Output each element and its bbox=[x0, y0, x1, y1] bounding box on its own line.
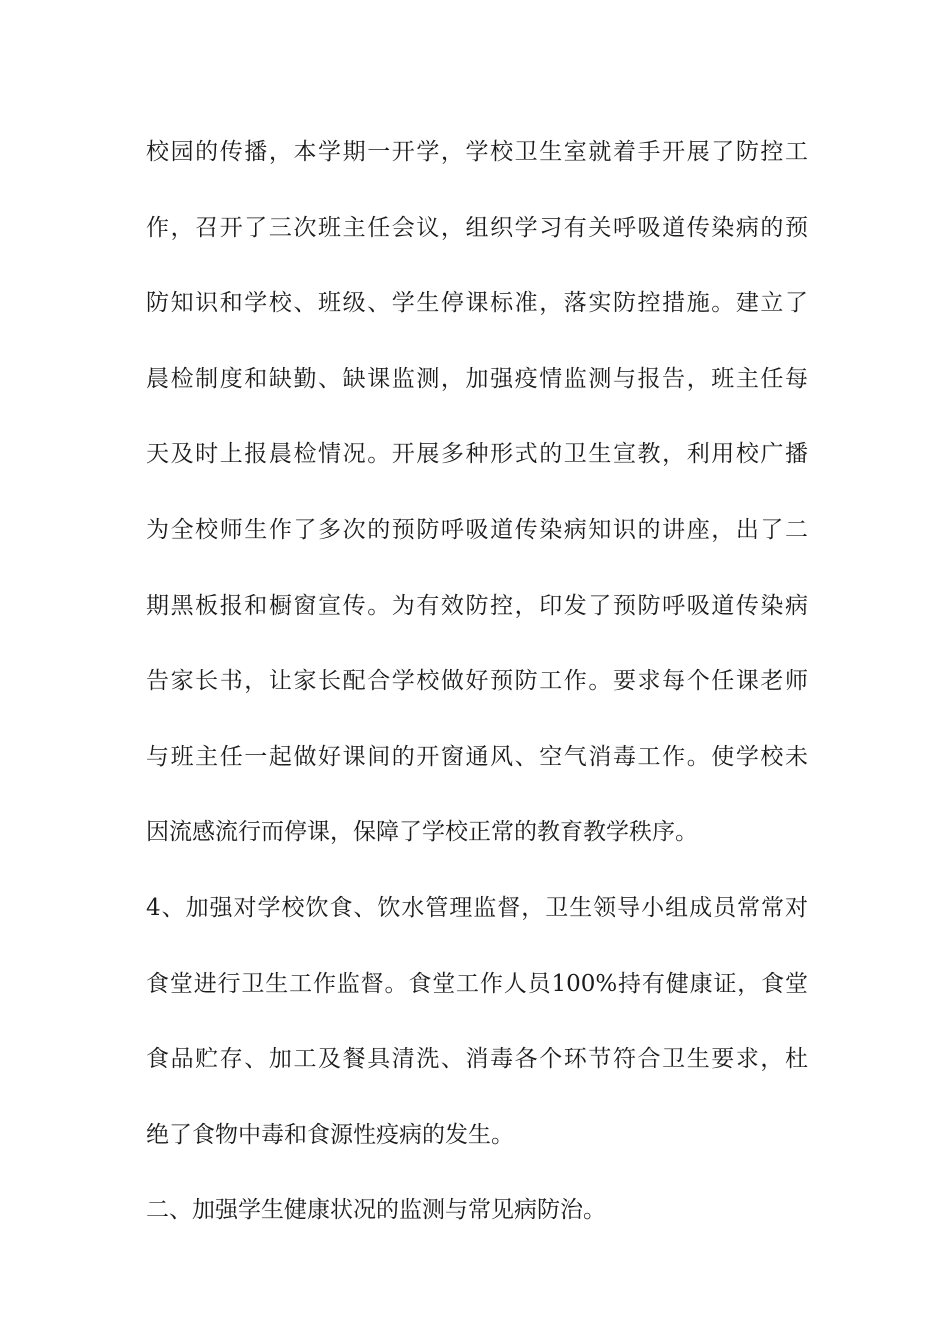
text-line: 防知识和学校、班级、学生停课标准，落实防控措施。建立了 bbox=[146, 290, 808, 317]
section-heading: 二、加强学生健康状况的监测与常见病防治。 bbox=[146, 1197, 606, 1224]
text-line: 为全校师生作了多次的预防呼吸道传染病知识的讲座，出了二 bbox=[146, 516, 808, 543]
text-line: 绝了食物中毒和食源性疫病的发生。 bbox=[146, 1121, 514, 1148]
text-line: 4、加强对学校饮食、饮水管理监督，卫生领导小组成员常常对 bbox=[146, 894, 808, 921]
text-line: 食品贮存、加工及餐具清洗、消毒各个环节符合卫生要求，杜 bbox=[146, 1046, 808, 1073]
text-line: 告家长书，让家长配合学校做好预防工作。要求每个任课老师 bbox=[146, 668, 808, 695]
text-line: 期黑板报和橱窗宣传。为有效防控，印发了预防呼吸道传染病 bbox=[146, 592, 808, 619]
text-line: 作，召开了三次班主任会议，组织学习有关呼吸道传染病的预 bbox=[146, 214, 808, 241]
text-line: 与班主任一起做好课间的开窗通风、空气消毒工作。使学校未 bbox=[146, 743, 808, 770]
text-line: 食堂进行卫生工作监督。食堂工作人员100%持有健康证，食堂 bbox=[146, 970, 808, 997]
text-line: 因流感流行而停课，保障了学校正常的教育教学秩序。 bbox=[146, 819, 698, 846]
text-line: 天及时上报晨检情况。开展多种形式的卫生宣教，利用校广播 bbox=[146, 441, 808, 468]
body-text bbox=[146, 129, 808, 1263]
text-line: 校园的传播，本学期一开学，学校卫生室就着手开展了防控工 bbox=[146, 139, 808, 165]
text-line: 晨检制度和缺勤、缺课监测，加强疫情监测与报告，班主任每 bbox=[146, 365, 808, 392]
